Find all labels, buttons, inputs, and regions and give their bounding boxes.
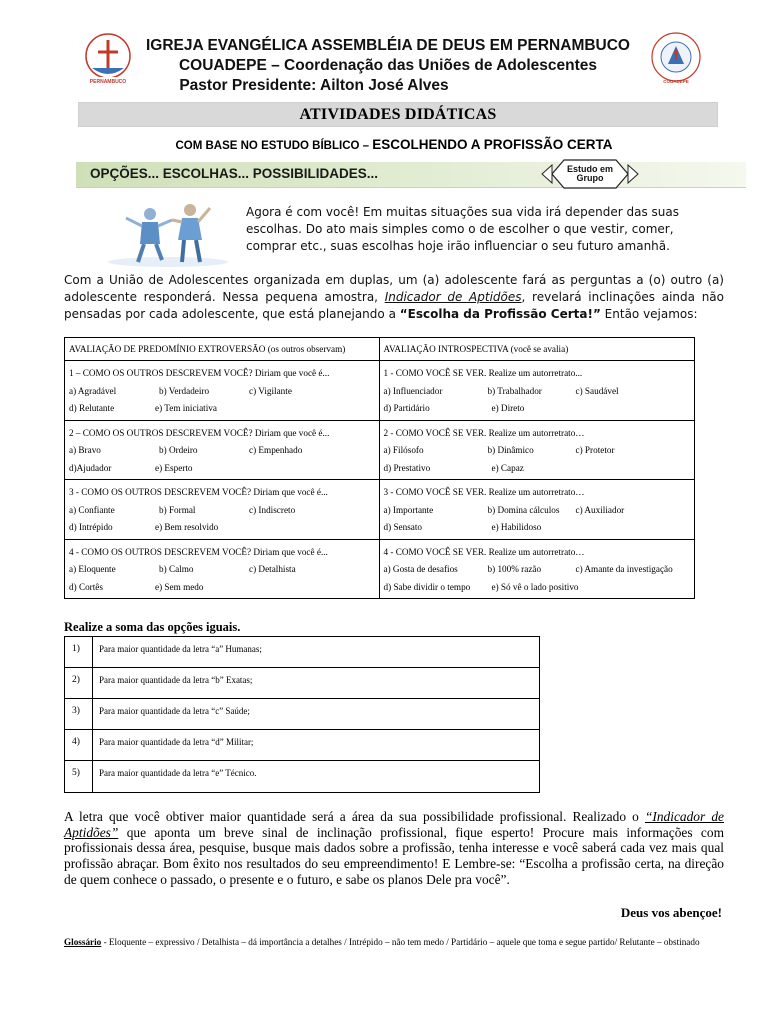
- glossary-label: Glossário: [64, 937, 102, 947]
- introspective-cell: [380, 480, 695, 539]
- section-bar: [76, 162, 746, 188]
- extroversion-cell: [65, 540, 380, 599]
- subtitle-small: COM BASE NO ESTUDO BÍBLICO –: [175, 140, 370, 152]
- option-item[interactable]: a) Agradável: [69, 385, 117, 396]
- option-item[interactable]: b) Ordeiro: [159, 445, 198, 455]
- sum-row-number: 3): [65, 699, 93, 729]
- kids-illustration: [98, 200, 238, 268]
- option-line: [69, 519, 375, 537]
- sum-row-text: Para maior quantidade da letra “e” Técnico.: [99, 768, 257, 778]
- svg-text:COUADEPE: COUADEPE: [663, 79, 689, 84]
- option-item[interactable]: b) Dinâmico: [487, 445, 534, 455]
- glossary: [64, 937, 724, 948]
- badge-line2: Grupo: [576, 173, 604, 183]
- indicador-aptidoes-quote: “Indicador de Aptidões”: [64, 809, 724, 840]
- option-item[interactable]: b) Domina cálculos: [487, 504, 560, 515]
- sum-row: [65, 637, 539, 668]
- table-header-row: [65, 338, 694, 361]
- escolha-profissao-text: “Escolha da Profissão Certa!”: [399, 307, 601, 321]
- subtitle-big: ESCOLHENDO A PROFISSÃO CERTA: [372, 137, 613, 152]
- sum-row: [65, 730, 539, 761]
- badge-line1: Estudo em: [566, 164, 613, 174]
- para1-part-a: Com a União de Adolescentes organizada em duplas, um (a) adolescente fará as perguntas a (o) outro (a) adolescente responderá. Nessa pequena amostra,: [64, 273, 724, 304]
- option-item[interactable]: a) Confiante: [69, 504, 115, 515]
- option-line: [69, 383, 375, 401]
- para2-part-b: que aponta um breve sinal de inclinação profissional, fique esperto! Procure mais informações com profissionais dessa área, pesquise, busque mais dados sobre a profissão, tenha interesse e você saberá cada vez mais qual profissão abraçar. Bom êxito nos resultados do seu empreendimento! E Lembre-se: “Escolha a profissão certa, na direção de quem conhece o passado, o presente e o futuro, e sabe os planos Dele pra você”.: [64, 824, 724, 887]
- option-item[interactable]: d) Sensato: [383, 522, 423, 532]
- option-item[interactable]: e) Esperto: [155, 462, 193, 473]
- option-item[interactable]: b) Verdadeiro: [159, 385, 210, 396]
- option-item[interactable]: b) Calmo: [159, 564, 194, 574]
- sum-row-text: Para maior quantidade da letra “b” Exatas;: [99, 675, 253, 685]
- conclusion-paragraph: [64, 809, 724, 888]
- option-item[interactable]: e) Só vê o lado positivo: [491, 581, 579, 592]
- option-item[interactable]: e) Bem resolvido: [155, 522, 219, 532]
- option-item[interactable]: d) Relutante: [69, 403, 115, 413]
- sum-table: [64, 636, 540, 793]
- option-item[interactable]: c) Auxiliador: [575, 504, 625, 515]
- glossary-text: - Eloquente – expressivo / Detalhista – dá importância a detalhes / Intrépido – não tem medo / Partidário – aquele que toma e segue partido/ Relutante – obstinado: [101, 937, 700, 947]
- option-line: [384, 579, 691, 597]
- option-item[interactable]: c) Protetor: [575, 445, 615, 455]
- option-item[interactable]: e) Direto: [491, 403, 525, 413]
- extroversion-cell: [65, 421, 380, 480]
- pastor-president: Pastor Presidente: Ailton José Alves: [179, 77, 449, 94]
- subtitle: [0, 137, 768, 152]
- option-item[interactable]: d) Partidário: [383, 403, 430, 413]
- coordination-name: COUADEPE – Coordenação das Uniões de Adolescentes: [178, 57, 598, 74]
- introspective-cell: [380, 361, 695, 420]
- sum-row: [65, 761, 539, 792]
- question-text: 1 - COMO VOCÊ SE VER. Realize um autorretrato...: [383, 368, 583, 378]
- question-text: 2 – COMO OS OUTROS DESCREVEM VOCÊ? Diriam que você é...: [69, 427, 330, 438]
- instructions-paragraph: [64, 272, 724, 323]
- sum-row-number: 1): [65, 637, 93, 667]
- option-line: [384, 519, 691, 537]
- option-item[interactable]: a) Eloquente: [69, 564, 116, 574]
- intro-text: Agora é com você! Em muitas situações sua vida irá depender das suas escolhas. Do ato mais simples como o de escolher o que vestir, comer, comprar etc., suas escolhas hoje irão influenciar o seu futuro amanhã.: [246, 205, 679, 253]
- option-line: [384, 561, 691, 579]
- closing-blessing: Deus vos abençoe!: [620, 905, 722, 920]
- option-item[interactable]: c) Detalhista: [249, 564, 296, 574]
- option-item[interactable]: c) Saudável: [575, 385, 619, 396]
- option-item[interactable]: c) Vigilante: [249, 385, 292, 396]
- option-line: [69, 502, 375, 520]
- option-item[interactable]: a) Gosta de desafios: [383, 564, 458, 574]
- option-item[interactable]: c) Amante da investigação: [575, 564, 673, 574]
- sum-row-text: Para maior quantidade da letra “c” Saúde;: [99, 706, 250, 716]
- option-item[interactable]: a) Influenciador: [383, 385, 443, 396]
- option-item[interactable]: d) Prestativo: [383, 462, 431, 473]
- section-bar-label: OPÇÕES... ESCOLHAS... POSSIBILIDADES...: [90, 166, 379, 181]
- option-line: [384, 383, 691, 401]
- option-item[interactable]: e) Sem medo: [155, 581, 204, 592]
- option-line: [69, 579, 375, 597]
- sum-row: [65, 668, 539, 699]
- option-item[interactable]: d) Sabe dividir o tempo: [383, 581, 471, 592]
- option-item[interactable]: e) Capaz: [491, 462, 524, 473]
- page-title: ATIVIDADES DIDÁTICAS: [299, 106, 497, 123]
- option-line: [69, 460, 375, 478]
- sum-row-number: 2): [65, 668, 93, 698]
- sum-row-number: 4): [65, 730, 93, 760]
- header-introspective: AVALIAÇÃO INTROSPECTIVA (você se avalia): [383, 344, 569, 354]
- option-line: [384, 502, 691, 520]
- evaluation-row: [65, 361, 694, 421]
- option-item[interactable]: d) Cortês: [69, 581, 103, 592]
- question-text: 1 – COMO OS OUTROS DESCREVEM VOCÊ? Diriam que você é...: [69, 368, 330, 378]
- option-item[interactable]: c) Empenhado: [249, 445, 303, 455]
- option-item[interactable]: a) Filósofo: [383, 445, 424, 455]
- question-text: 3 - COMO VOCÊ SE VER. Realize um autorretrato…: [383, 487, 585, 497]
- question-text: 4 - COMO VOCÊ SE VER. Realize um autorretrato…: [383, 546, 585, 557]
- option-item[interactable]: e) Habilidoso: [491, 522, 542, 532]
- option-line: [384, 460, 691, 478]
- evaluation-table: [64, 337, 695, 599]
- option-item[interactable]: e) Tem iniciativa: [155, 403, 217, 413]
- sum-instruction: Realize a soma das opções iguais.: [64, 620, 241, 634]
- para1-part-b: , revelará inclinações ainda não pensadas por cada adolescente, que está planejando a: [64, 290, 724, 321]
- sum-row: [65, 699, 539, 730]
- introspective-cell: [380, 421, 695, 480]
- option-line: [384, 400, 691, 418]
- indicador-aptidoes-text: Indicador de Aptidões: [384, 290, 522, 304]
- option-line: [69, 442, 375, 460]
- evaluation-row: [65, 480, 694, 540]
- sum-row-number: 5): [65, 761, 93, 792]
- option-item[interactable]: d) Intrépido: [69, 522, 113, 532]
- title-bar: [78, 102, 718, 127]
- option-line: [69, 400, 375, 418]
- church-name: IGREJA EVANGÉLICA ASSEMBLÉIA DE DEUS EM PERNAMBUCO: [146, 37, 630, 54]
- para2-part-a: A letra que você obtiver maior quantidade será a área da sua possibilidade profissional. Realizado o: [64, 809, 639, 824]
- sum-row-text: Para maior quantidade da letra “d” Militar;: [99, 737, 254, 747]
- header-extroversion: AVALIAÇÃO DE PREDOMÍNIO EXTROVERSÃO (os outros observam): [65, 338, 380, 360]
- option-item[interactable]: a) Importante: [383, 504, 434, 515]
- option-line: [384, 442, 691, 460]
- introspective-cell: [380, 540, 695, 599]
- evaluation-row: [65, 421, 694, 481]
- option-item[interactable]: b) Trabalhador: [487, 385, 542, 396]
- sum-row-text: Para maior quantidade da letra “a” Humanas;: [99, 644, 262, 654]
- option-line: [69, 561, 375, 579]
- option-item[interactable]: c) Indiscreto: [249, 504, 296, 515]
- question-text: 3 - COMO OS OUTROS DESCREVEM VOCÊ? Diriam que você é...: [69, 487, 328, 497]
- option-item[interactable]: b) 100% razão: [487, 564, 542, 574]
- extroversion-cell: [65, 361, 380, 420]
- evaluation-row: [65, 540, 694, 599]
- option-item[interactable]: a) Bravo: [69, 445, 101, 455]
- option-item[interactable]: d)Ajudador: [69, 462, 112, 473]
- para1-part-c: Então vejamos:: [604, 307, 698, 321]
- question-text: 2 - COMO VOCÊ SE VER. Realize um autorretrato…: [383, 427, 585, 438]
- badge-text: [540, 165, 640, 183]
- question-text: 4 - COMO OS OUTROS DESCREVEM VOCÊ? Diriam que você é...: [69, 546, 328, 557]
- option-item[interactable]: b) Formal: [159, 504, 196, 515]
- svg-text:PERNAMBUCO: PERNAMBUCO: [89, 79, 127, 85]
- extroversion-cell: [65, 480, 380, 539]
